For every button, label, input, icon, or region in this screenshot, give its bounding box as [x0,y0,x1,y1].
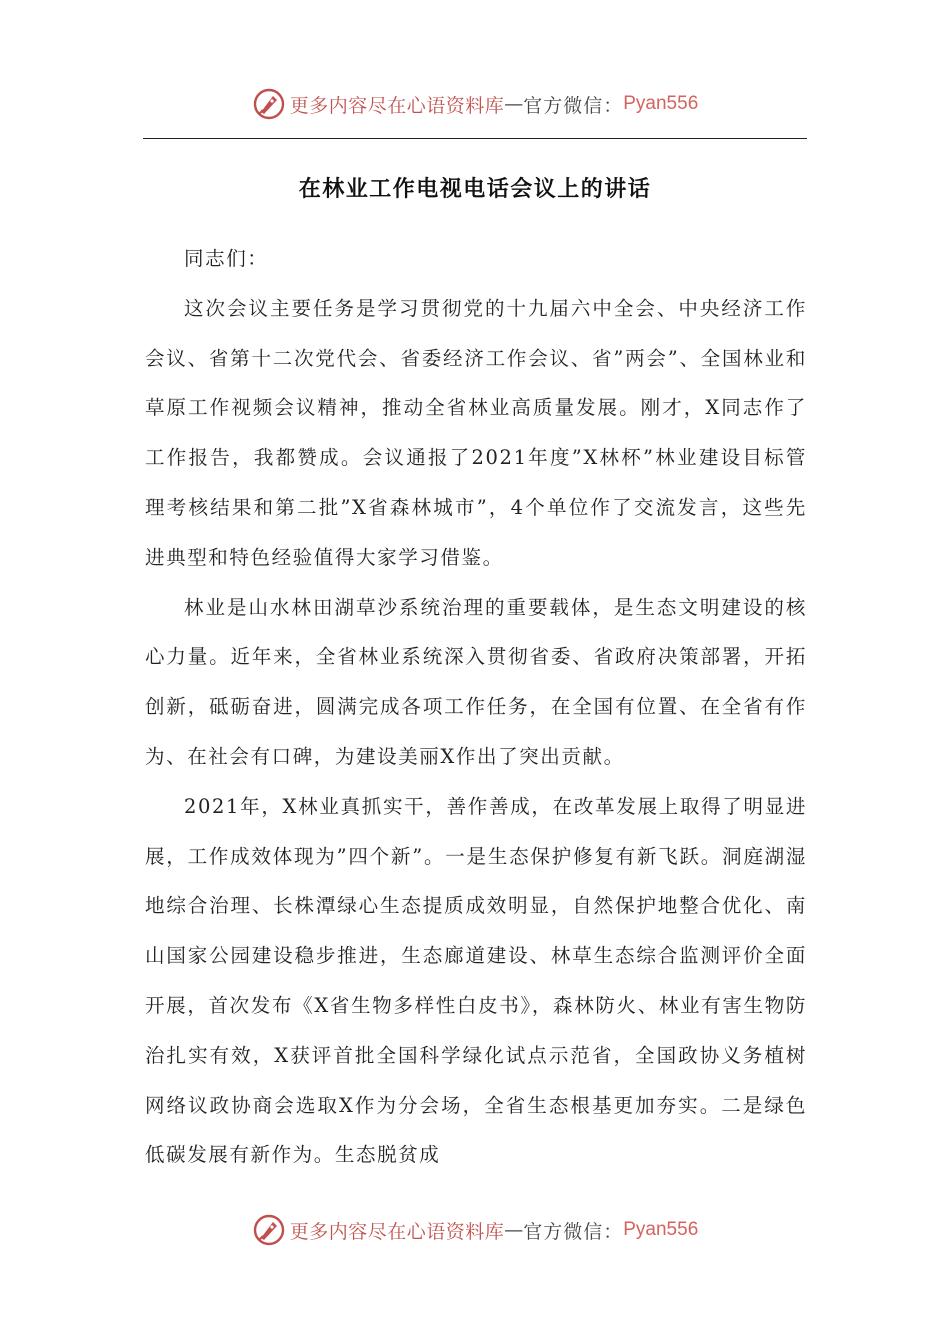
document-body [145,234,807,1180]
banner-text: 更多内容尽在心语资料库 [289,94,505,117]
paragraph: 这次会议主要任务是学习贯彻党的十九届六中全会、中央经济工作会议、省第十二次党代会、省委经济工作会议、省”两会”、全国林业和草原工作视频会议精神，推动全省林业高质量发展。刚才，X同志作了工作报告，我都赞成。会议通报了2021年度”X林杯”林业建设目标管理考核结果和第二批”X省森林城市”，4个单位作了交流发言，这些先进典型和特色经验值得大家学习借鉴。 [145,296,807,569]
banner-contact-label: 官方微信： [523,94,624,117]
header-banner [0,84,950,124]
banner-wechat-id: Pyan556 [623,93,699,114]
paragraph: 2021年，X林业真抓实干，善作善成，在改革发展上取得了明显进展，工作成效体现为”四个新”。一是生态保护修复有新飞跃。洞庭湖湿地综合治理、长株潭绿心生态提质成效明显，自然保护地整合优化、南山国家公园建设稳步推进，生态廊道建设、林草生态综合监测评价全面开展，首次发布《X省生物多样性白皮书》，森林防火、林业有害生物防治扎实有效，X获评首批全国科学绿化试点示范省，全国政协义务植树网络议政协商会选取X作为分会场，全省生态根基更加夯实。二是绿色低碳发展有新作为。生态脱贫成 [145,794,807,1167]
document-title: 在林业工作电视电话会议上的讲话 [298,176,652,202]
banner-contact-label: 官方微信： [523,1220,624,1243]
banner-separator: — [504,1219,524,1241]
header-divider [143,138,807,139]
banner-text: 更多内容尽在心语资料库 [289,1220,505,1243]
pen-nib-circle-icon [252,1213,286,1247]
salutation: 同志们： [184,247,269,270]
pen-nib-circle-icon [252,87,286,121]
footer-banner [0,1210,950,1250]
banner-separator: — [504,93,524,115]
paragraph: 林业是山水林田湖草沙系统治理的重要载体，是生态文明建设的核心力量。近年来，全省林业系统深入贯彻省委、省政府决策部署，开拓创新，砥砺奋进，圆满完成各项工作任务，在全国有位置、在全省有作为、在社会有口碑，为建设美丽X作出了突出贡献。 [145,595,807,768]
banner-wechat-id: Pyan556 [623,1219,699,1240]
